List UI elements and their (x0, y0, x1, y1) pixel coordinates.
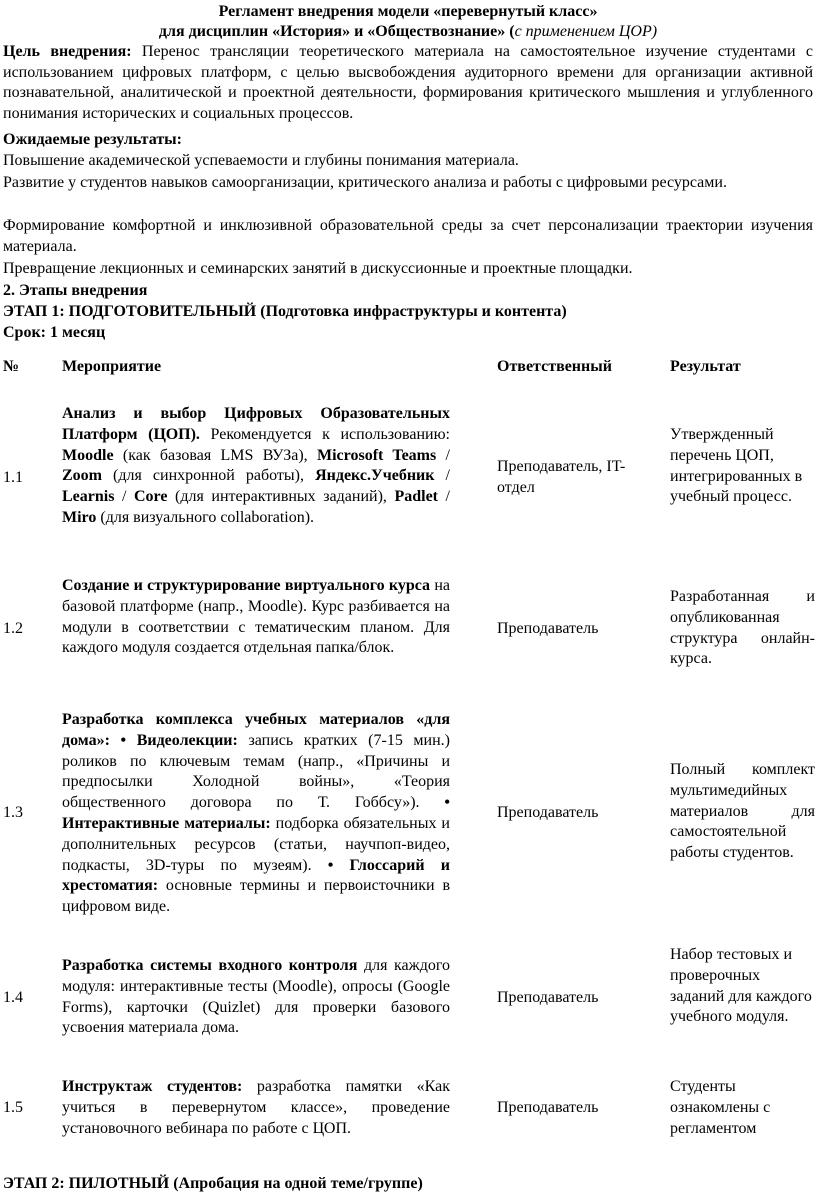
expected-item: Развитие у студентов навыков самоорганизации, критического анализа и работы с цифровыми ресурсами. (3, 174, 727, 191)
expected-results-heading: Ожидаемые результаты: (3, 131, 182, 148)
table-row-activity: Разработка комплекса учебных материалов «для дома»: • Видеолекции: запись кратких (7-15 мин.) роликов по ключевым темам (напр., «Причины и предпосылки Холодной войны», «Теория общественного договора по Т. Гоббсу»). • Интерактивные материалы: подборка обязательных и дополнительных ресурсов (статьи, научпоп-видео, подкасты, 3D-туры по музеям). • Глоссарий и хрестоматия: основные термины и первоисточники в цифровом виде. (62, 711, 450, 916)
goal-paragraph (3, 42, 813, 124)
table-row-result: Набор тестовых и проверочных заданий для каждого учебного модуля. (670, 946, 812, 1026)
stage2-title: ЭТАП 2: ПИЛОТНЫЙ (Апробация на одной теме/группе) (3, 1175, 423, 1192)
table-row-result: Разработанная и опубликованная структура онлайн-курса. (670, 588, 815, 668)
table-row-result: Утвержденный перечень ЦОП, интегрированных в учебный процесс. (670, 426, 803, 506)
expected-item: Повышение академической успеваемости и глубины понимания материала. (3, 152, 519, 169)
section-heading: 2. Этапы внедрения (3, 282, 148, 299)
expected-item: Превращение лекционных и семинарских занятий в дискуссионные и проектные площадки. (3, 260, 633, 277)
title-line2-italic: с применением ЦОР) (514, 23, 658, 40)
document-title-line2 (0, 22, 816, 42)
table-row-activity: Создание и структурирование виртуального курса на базовой платформе (напр., Moodle). Курс разбивается на модули в соответствии с тематическим планом. Для каждого модуля создается отдельная папка/блок. (62, 577, 450, 657)
table-row-responsible: Преподаватель (497, 1099, 599, 1116)
title-line2-bold: для дисциплин «История» и «Обществознание» ( (158, 23, 515, 40)
table-header-num: № (3, 358, 20, 375)
table-header-responsible: Ответственный (497, 358, 612, 375)
table-row-responsible: Преподаватель, IT-отдел (497, 458, 626, 496)
table-header-activity: Мероприятие (62, 358, 162, 375)
table-row-num: 1.3 (3, 804, 23, 821)
table-row-num: 1.2 (3, 620, 23, 637)
table-row-num: 1.1 (3, 469, 23, 486)
goal-label: Цель внедрения: (3, 43, 132, 60)
table-row-responsible: Преподаватель (497, 989, 599, 1006)
table-row-responsible: Преподаватель (497, 804, 599, 821)
table-row-activity: Инструктаж студентов: разработка памятки «Как учиться в перевернутом классе», проведение установочного вебинара по работе с ЦОП. (62, 1078, 450, 1137)
table-header-result: Результат (670, 358, 741, 375)
table-row-result: Студенты ознакомлены с регламентом (670, 1078, 771, 1137)
table-row-responsible: Преподаватель (497, 620, 599, 637)
table-row-num: 1.5 (3, 1099, 23, 1116)
stage1-title: ЭТАП 1: ПОДГОТОВИТЕЛЬНЫЙ (Подготовка инфраструктуры и контента) (3, 303, 567, 320)
table-row-result: Полный комплект мультимедийных материалов для самостоятельной работы студентов. (670, 761, 815, 862)
document-title-line1: Регламент внедрения модели «перевернутый класс» (218, 3, 598, 20)
table-row-activity: Анализ и выбор Цифровых Образовательных Платформ (ЦОП). Рекомендуется к использованию: Moodle (как базовая LMS ВУЗа), Microsoft Teams / Zoom (для синхронной работы), Яндекс.Учебник / Learnis / Core (для интерактивных заданий), Padlet / Miro (для визуального collaboration). (62, 405, 451, 526)
expected-item: Формирование комфортной и инклюзивной образовательной среды за счет персонализации траектории изучения материала. (3, 217, 813, 255)
goal-text: Перенос трансляции теоретического материала на самостоятельное изучение студентами с использованием цифровых платформ, с целью высвобождения аудиторного времени для организации активной познавательной, аналитической и проектной деятельности, формирования критического мышления и углубленного понимания исторических и социальных процессов. (3, 43, 814, 122)
table-row-num: 1.4 (3, 989, 23, 1006)
table-row-activity: Разработка системы входного контроля для каждого модуля: интерактивные тесты (Moodle), опросы (Google Forms), карточки (Quizlet) для проверки базового усвоения материала дома. (62, 957, 451, 1037)
stage1-term: Срок: 1 месяц (3, 324, 106, 341)
